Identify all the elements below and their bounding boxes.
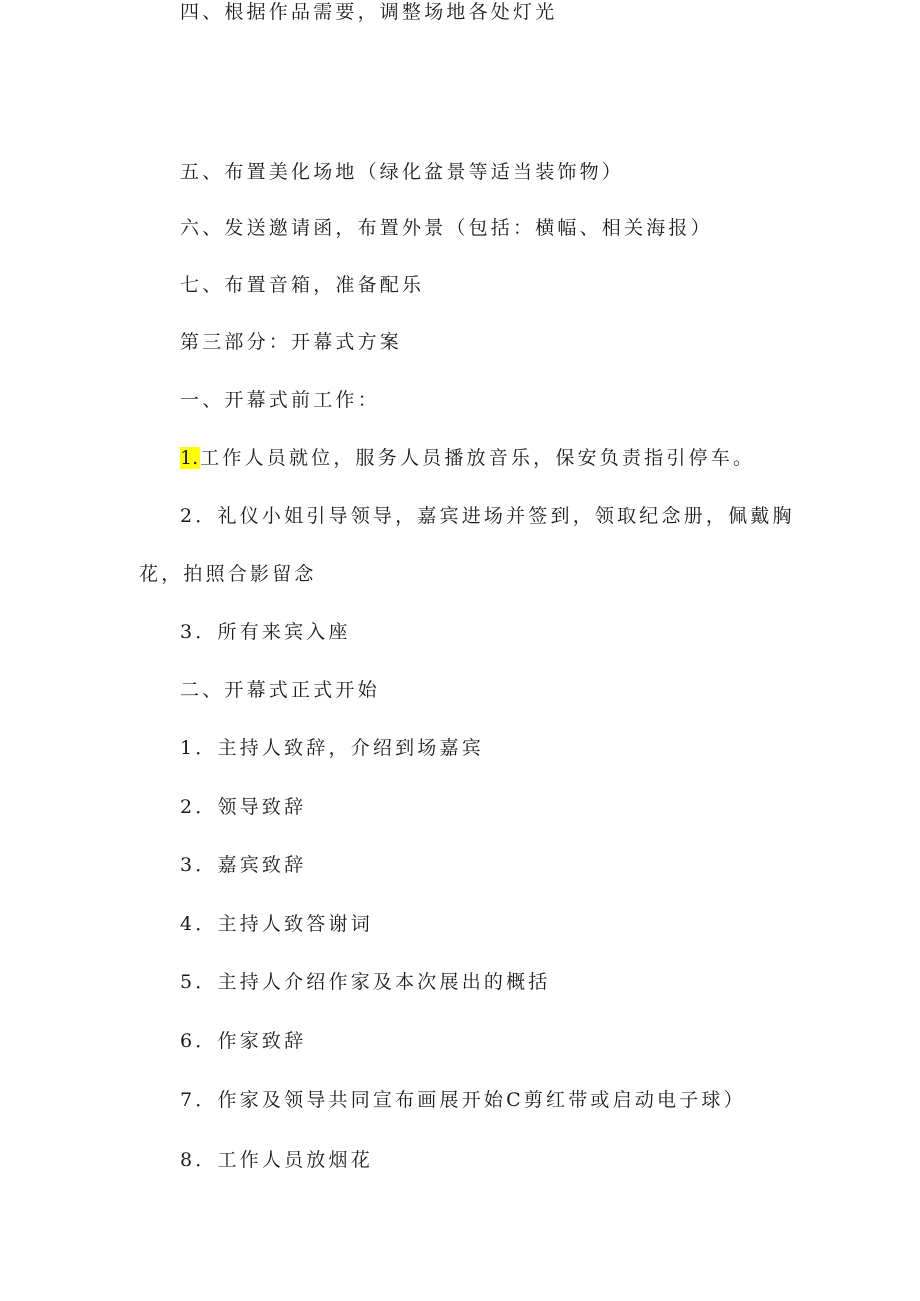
list-item-etiquette: 2．礼仪小姐引导领导，嘉宾进场并签到，领取纪念册，佩戴胸: [180, 505, 795, 527]
list-item-seating: 3．所有来宾入座: [180, 621, 351, 643]
list-item-leader-speech: 2．领导致辞: [180, 796, 307, 818]
list-item-announcement: 7．作家及领导共同宣布画展开始C剪红带或启动电子球）: [180, 1089, 746, 1111]
subsection-heading-opening: 二、开幕式正式开始: [180, 679, 380, 701]
list-item-invitations: 六、发送邀请函，布置外景（包括：横幅、相关海报）: [180, 217, 713, 239]
list-item-guest-speech: 3．嘉宾致辞: [180, 854, 307, 876]
list-item-etiquette-continued: 花，拍照合影留念: [139, 563, 317, 585]
subsection-heading-pre-opening: 一、开幕式前工作：: [180, 389, 380, 411]
section-heading: 第三部分：开幕式方案: [180, 331, 403, 353]
list-item-fireworks: 8．工作人员放烟花: [180, 1149, 373, 1171]
list-item-decoration: 五、布置美化场地（绿化盆景等适当装饰物）: [180, 161, 625, 183]
highlighted-number: 1.: [180, 447, 199, 469]
list-item-staff: [180, 446, 755, 470]
list-item-lighting: 四、根据作品需要，调整场地各处灯光: [180, 1, 558, 23]
list-item-text: 工作人员就位，服务人员播放音乐，保安负责指引停车。: [200, 447, 756, 469]
list-item-author-speech: 6．作家致辞: [180, 1030, 307, 1052]
list-item-introduction: 5．主持人介绍作家及本次展出的概括: [180, 971, 551, 993]
list-item-thanks: 4．主持人致答谢词: [180, 913, 373, 935]
list-item-audio: 七、布置音箱，准备配乐: [180, 274, 425, 296]
list-item-host-speech: 1．主持人致辞，介绍到场嘉宾: [180, 737, 484, 759]
